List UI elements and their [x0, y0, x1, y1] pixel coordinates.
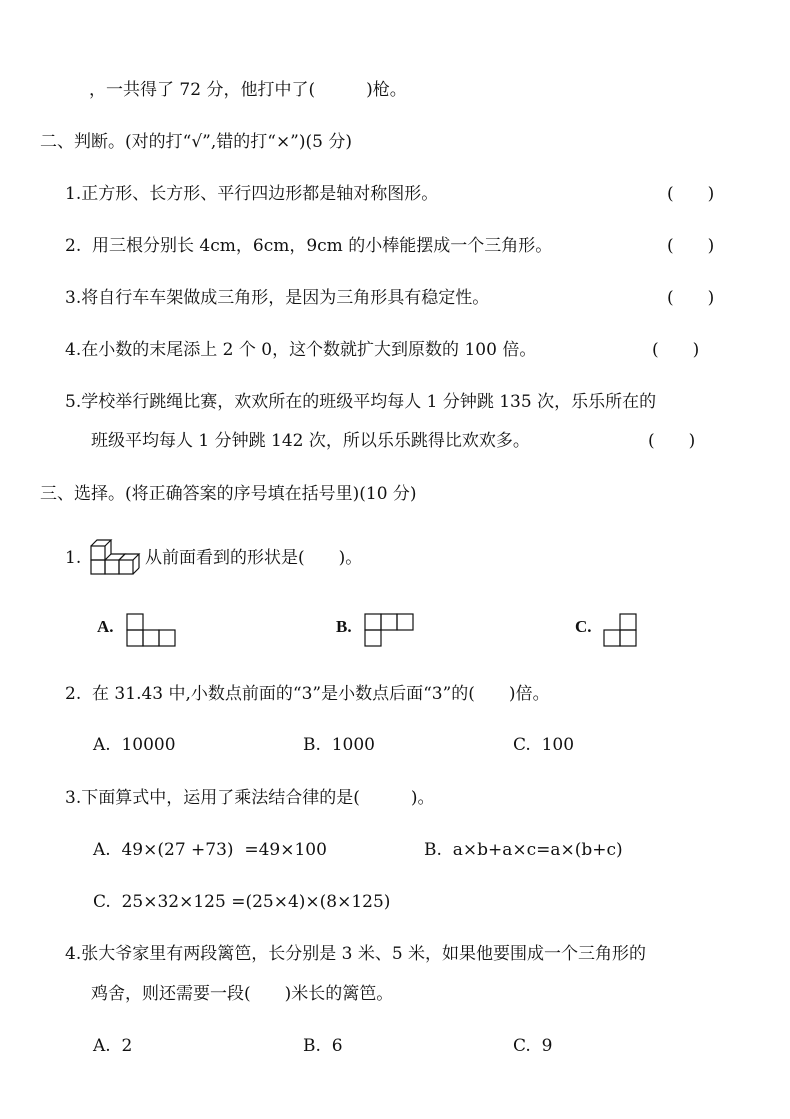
q2-option-b[interactable]: B. 1000 [303, 735, 375, 755]
judge-item-5: 5.学校举行跳绳比赛，欢欢所在的班级平均每人 1 分钟跳 135 次，乐乐所在的 [65, 392, 657, 412]
q1-option-b-label[interactable]: B. [336, 617, 352, 636]
judge-item-4: 4.在小数的末尾添上 2 个 0，这个数就扩大到原数的 100 倍。 [65, 340, 537, 360]
choice-q1-text: 从前面看到的形状是( )。 [145, 548, 363, 568]
answer-paren-4[interactable]: ( ) [652, 340, 700, 360]
judge-item-3: 3.将自行车车架做成三角形，是因为三角形具有稳定性。 [65, 288, 490, 308]
choice-q2-text: 2. 在 31.43 中,小数点前面的“3”是小数点后面“3”的( )倍。 [65, 684, 550, 704]
answer-paren-5[interactable]: ( ) [648, 431, 696, 451]
q1-option-c-label[interactable]: C. [575, 617, 592, 636]
section2-heading: 二、判断。(对的打“√”,错的打“×”)(5 分) [40, 132, 352, 152]
intro-line: ，一共得了 72 分，他打中了( )枪。 [89, 80, 407, 100]
section3-heading: 三、选择。(将正确答案的序号填在括号里)(10 分) [40, 484, 417, 504]
answer-paren-3[interactable]: ( ) [667, 288, 715, 308]
q2-option-c[interactable]: C. 100 [513, 735, 575, 755]
q4-option-a[interactable]: A. 2 [93, 1036, 133, 1056]
q1-option-b-shape [363, 612, 417, 648]
q1-option-a-label[interactable]: A. [97, 617, 114, 636]
q3-option-c[interactable]: C. 25×32×125 =(25×4)×(8×125) [93, 892, 391, 912]
q4-option-c[interactable]: C. 9 [513, 1036, 553, 1056]
q4-option-b[interactable]: B. 6 [303, 1036, 343, 1056]
judge-item-1: 1.正方形、长方形、平行四边形都是轴对称图形。 [65, 184, 439, 204]
cube-stack-figure [89, 534, 145, 576]
choice-q4-text: 4.张大爷家里有两段篱笆，长分别是 3 米、5 米，如果他要围成一个三角形的 [65, 944, 647, 964]
q3-option-b[interactable]: B. a×b+a×c=a×(b+c) [424, 840, 623, 860]
answer-paren-2[interactable]: ( ) [667, 236, 715, 256]
choice-q1-number: 1. [65, 548, 82, 568]
q1-option-a-shape [125, 612, 179, 648]
judge-item-2: 2. 用三根分别长 4cm，6cm，9cm 的小棒能摆成一个三角形。 [65, 236, 553, 256]
judge-item-5-cont: 班级平均每人 1 分钟跳 142 次，所以乐乐跳得比欢欢多。 [91, 431, 530, 451]
q2-option-a[interactable]: A. 10000 [93, 735, 176, 755]
q3-option-a[interactable]: A. 49×(27 +73) =49×100 [93, 840, 327, 860]
choice-q3-text: 3.下面算式中，运用了乘法结合律的是( )。 [65, 788, 435, 808]
choice-q4-text-cont: 鸡舍，则还需要一段( )米长的篱笆。 [91, 984, 394, 1004]
q1-option-c-shape [602, 612, 642, 648]
answer-paren-1[interactable]: ( ) [667, 184, 715, 204]
